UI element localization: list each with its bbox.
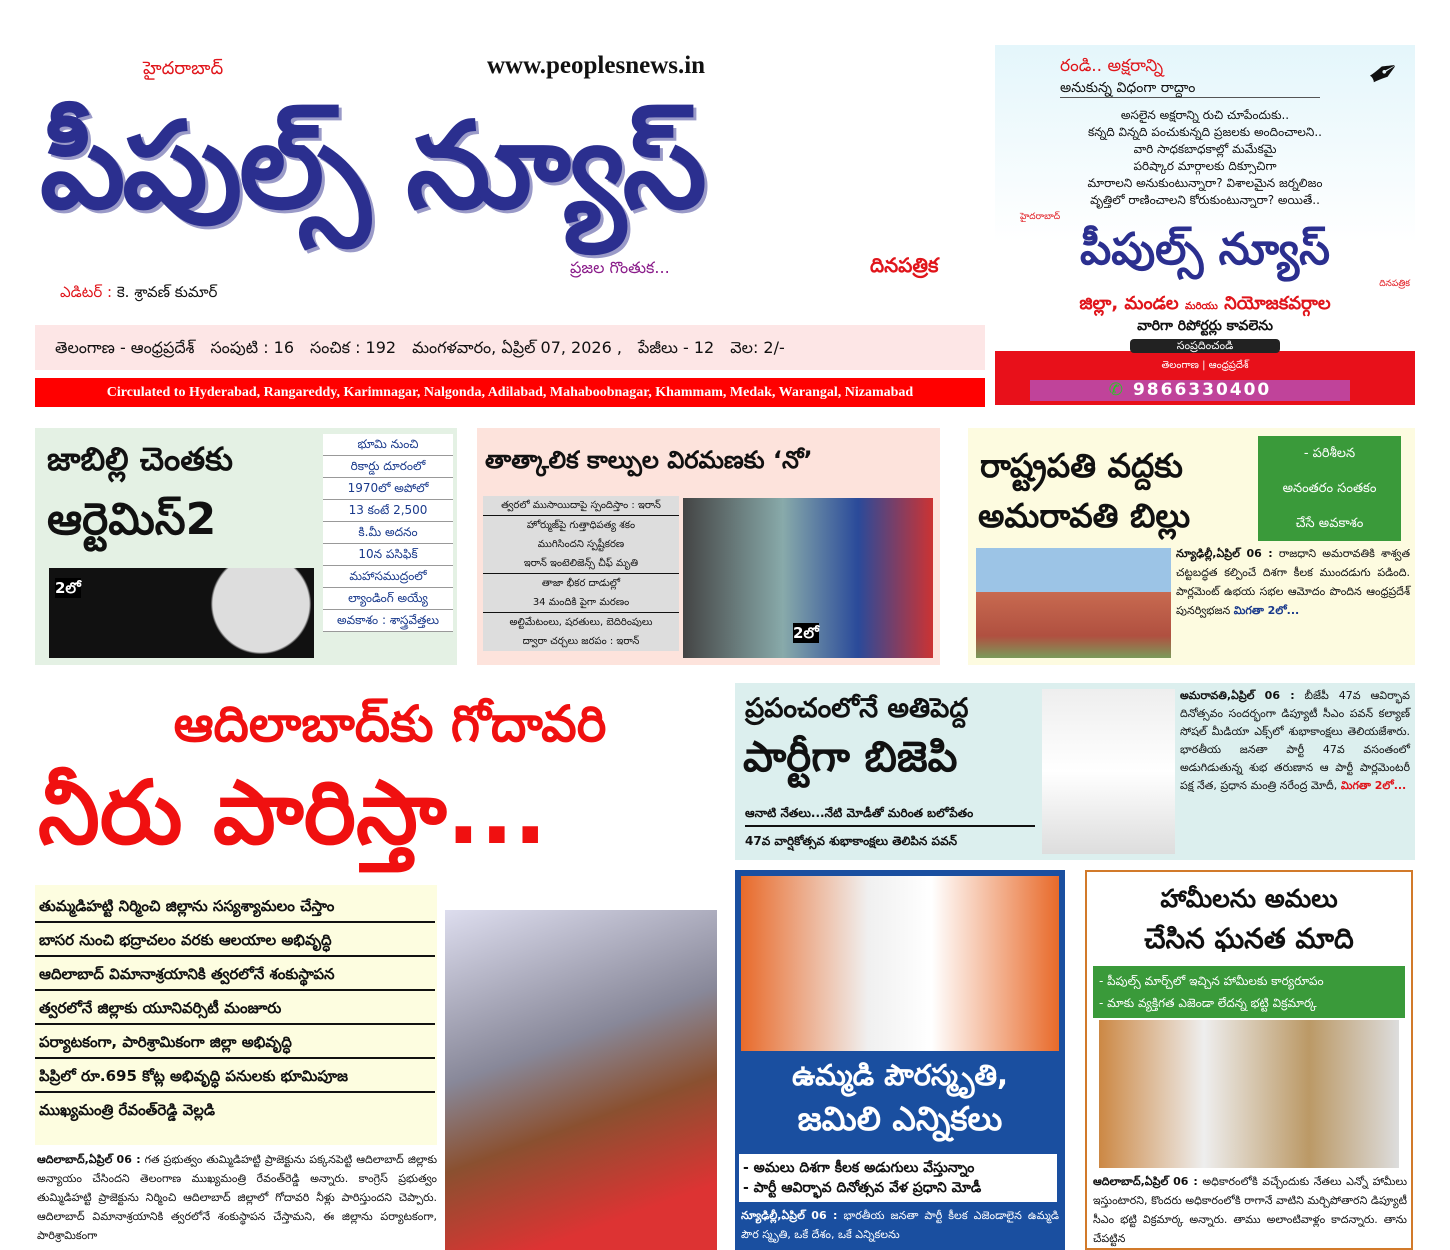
point: - పార్టీ ఆవిర్భావ దినోత్సవ వేళ ప్రధాని మోడీ <box>743 1180 982 1196</box>
side-point: కి.మీ అదనం <box>323 522 453 544</box>
bjp-body <box>1180 687 1410 795</box>
editor-credit <box>60 282 540 302</box>
bjp-headline2: పార్టీగా బిజెపి <box>743 732 958 781</box>
amaravati-tags <box>1258 436 1401 541</box>
amaravati-headline2: అమరావతి బిల్లు <box>978 496 1191 535</box>
editor-name: కె. శ్రావణ్ కుమార్ <box>116 283 218 301</box>
page-ref: 2లో <box>793 624 819 642</box>
story-point: ముఖ్యమంత్రి రేవంత్‌రెడ్డి వెల్లడి <box>39 1101 215 1119</box>
tag: అనంతరం సంతకం <box>1282 481 1377 496</box>
iran-point: ఇరాన్ ఇంటెలిజెన్స్ చీఫ్ మృతి <box>483 554 679 574</box>
bjp-headline1: ప్రపంచంలోనే అతిపెద్ద <box>745 693 969 724</box>
side-point: భూమి నుంచి <box>323 434 453 456</box>
tag: చేసే అవకాశం <box>1295 516 1364 531</box>
bjp-sub2: 47వ వార్షికోత్సవ శుభాకాంక్షలు తెలిపిన పవన్ <box>745 834 958 848</box>
leaders-photo <box>683 498 933 658</box>
iran-point: తాజా భీకర దాడుల్లో <box>541 578 621 589</box>
story-point: పర్యాటకంగా, పారిశ్రామికంగా జిల్లా అభివృద్ధి <box>35 1025 435 1059</box>
continued-link[interactable]: మిగతా 2లో... <box>1233 604 1300 617</box>
amaravati-story[interactable] <box>968 428 1415 665</box>
circulation-bar: Circulated to Hyderabad, Rangareddy, Karimnagar, Nalgonda, Adilabad, Mahaboobnagar, Khammam, Medak, Warangal, Nizamabad <box>35 378 985 407</box>
iran-point: త్వరలో ముసాయిదాపై స్పందిస్తాం : ఇరాన్ <box>483 496 679 516</box>
dateline: న్యూఢిల్లీ,ఏప్రిల్ 06 : <box>741 1209 838 1222</box>
ad-head2: అనుకున్న విధంగా రాద్దాం <box>1060 79 1320 98</box>
website-url: www.peoplesnews.in <box>487 52 706 79</box>
story-point: బాసర నుంచి భద్రాచలం వరకు ఆలయాల అభివృద్ధి <box>35 923 435 957</box>
daily-label: దినపత్రిక <box>870 253 939 277</box>
reporter-ad[interactable] <box>995 45 1415 405</box>
ad-states: తెలంగాణ | ఆంధ్రప్రదేశ్ <box>1161 360 1249 371</box>
bjp-sub1: ఆనాటి నేతలు...నేటి మోడీతో మరింత బలోపేతం <box>745 805 1035 827</box>
body-text: భారతీయ జనతా పార్టీ కీలక ఎజెండాలైన ఉమ్మడి పౌర స్మృతి, ఒకే దేశం, ఒకే ఎన్నికలను <box>741 1209 1059 1241</box>
ad-head1: రండి.. అక్షరాన్ని <box>1060 56 1164 76</box>
bhatti-headline2: చేసిన ఘనత మాది <box>1144 922 1354 955</box>
date-bar <box>35 325 985 370</box>
modi-headline1: ఉమ్మడి పౌరస్మృతి, <box>791 1058 1009 1092</box>
region: తెలంగాణ - ఆంధ్రప్రదేశ్ <box>55 337 195 357</box>
bhatti-body <box>1093 1172 1407 1248</box>
ad-line1b: మరియు <box>1184 301 1218 312</box>
moon-image <box>49 568 314 658</box>
point: - అమలు దిశగా కీలక అడుగులు వేస్తున్నాం <box>743 1160 975 1176</box>
tag: - పరిశీలన <box>1303 446 1356 461</box>
side-point: అవకాశం : శాస్త్రవేత్తలు <box>323 610 453 632</box>
volume: సంపుటి : 16 <box>210 337 295 357</box>
story-point: త్వరలోనే జిల్లాకు యూనివర్సిటీ మంజూరు <box>35 991 435 1025</box>
iran-point: ముగిసిందని స్పష్టీకరణ <box>537 539 625 550</box>
ad-daily: దినపత్రిక <box>1379 279 1410 289</box>
page-ref: 2లో <box>55 579 81 597</box>
price: వెల: 2/- <box>730 337 785 357</box>
issue: సంచిక : 192 <box>310 337 397 357</box>
amaravati-body <box>1176 544 1410 620</box>
dateline: ఆదిలాబాద్,ఏప్రిల్ 06 : <box>37 1153 141 1166</box>
ad-line1c: నియోజకవర్గాల <box>1224 293 1331 314</box>
ad-line: అసలైన అక్షరాన్ని రుచి చూపేందుకు.. <box>1120 108 1290 122</box>
pen-icon: ✒ <box>1359 45 1409 101</box>
side-point: 13 కంటే 2,500 <box>323 500 453 522</box>
modi-body <box>741 1206 1059 1244</box>
modi-story[interactable] <box>735 870 1065 1250</box>
bhatti-headline1: హామీలను అమలు <box>1160 884 1338 913</box>
body-text: అధికారంలోకి వచ్చేందుకు నేతలు ఎన్నో హామీలు ఇస్తుంటారని, కొందరు అధికారంలోకి రాగానే వాటిని మర్చిపోతారని డిప్యూటీ సీఎం భట్టి విక్రమార్క అన్నారు. తాము అలాంటివాళ్లం కాదన్నారు. తాను చేపట్టిన <box>1093 1175 1408 1245</box>
body-text: రాజధాని అమరావతికి శాశ్వత చట్టబద్ధత కల్పించే దిశగా కీలక ముందడుగు పడింది. పార్లమెంట్ ఉభయ సభల ఆమోదం పొందిన ఆంధ్రప్రదేశ్ పునర్విభజన <box>1176 547 1411 617</box>
side-point: ల్యాండింగ్ అయ్యే <box>323 588 453 610</box>
main-body <box>37 1150 437 1245</box>
iran-point: 34 మందికి పైగా మరణం <box>483 593 679 613</box>
ad-line: వారి సాధకబాధకాల్లో మమేకమై <box>1133 142 1277 156</box>
ad-logo: పీపుల్స్ న్యూస్ <box>1079 224 1330 275</box>
side-point: రికార్డు దూరంలో <box>323 456 453 478</box>
main-headline2: నీరు పారిస్తా... <box>38 761 547 864</box>
body-text: బీజేపీ 47వ ఆవిర్భావ దినోత్సవం సందర్భంగా డిప్యూటీ సీఎం పవన్ కల్యాణ్ సోషల్ మీడియా ఎక్స్‌లో శుభాకాంక్షలు తెలియజేశారు. భారతీయ జనతా పార్టీ 47వ వసంతంలో అడుగిడుతున్న శుభ తరుణాన ఆ పార్టీ పార్లమెంటరీ పక్ష నేత, ప్రధాన మంత్రి నరేంద్ర మోదీ, <box>1180 689 1411 792</box>
iran-story[interactable] <box>477 428 940 665</box>
artemis-headline2: ఆర్టెమిస్2 <box>47 494 217 545</box>
bhatti-points <box>1093 966 1405 1018</box>
ad-phone[interactable] <box>1030 380 1350 401</box>
masthead-city: హైదరాబాద్ <box>143 58 224 79</box>
continued-link[interactable]: మిగతా 2లో... <box>1340 779 1407 792</box>
iran-points <box>483 496 679 651</box>
ad-phone-number: 9866330400 <box>1132 380 1272 400</box>
iran-point: హోర్ముజ్‌పై గుత్తాధిపత్య శకం <box>526 520 636 531</box>
main-story-points <box>35 885 437 1145</box>
iran-headline: తాత్కాలిక కాల్పుల విరమణకు ‘నో’ <box>485 446 813 474</box>
side-point: 10న పసిఫిక్ <box>323 544 453 566</box>
artemis-headline1: జాబిల్లి చెంతకు <box>47 440 233 478</box>
story-point: తుమ్మడిహట్టి నిర్మించి జిల్లాను సస్యశ్యామలం చేస్తాం <box>35 889 435 923</box>
revanth-reddy-photo <box>445 910 717 1250</box>
iran-point: ద్వారా చర్చలు జరపం : ఇరాన్ <box>522 636 640 647</box>
rashtrapati-bhavan-image <box>976 548 1171 658</box>
ad-line: కన్నది విన్నది పంచుకున్నది ప్రజలకు అందించాలని.. <box>1087 125 1322 139</box>
dateline: న్యూఢిల్లీ,ఏప్రిల్ 06 : <box>1176 547 1273 560</box>
ad-contact: సంప్రదించండి <box>1130 339 1280 353</box>
modi-headline2: జమిలి ఎన్నికలు <box>797 1099 1003 1138</box>
amaravati-headline1: రాష్ట్రపతి వద్దకు <box>980 446 1183 485</box>
point: - మాకు వ్యక్తిగత ఎజెండా లేదన్న భట్టి విక్రమార్క <box>1099 996 1317 1010</box>
newspaper-logo: పీపుల్స్ న్యూస్ <box>40 97 704 236</box>
point: - పీపుల్స్ మార్చ్‌లో ఇచ్చిన హామీలకు కార్యరూపం <box>1099 974 1324 988</box>
date: మంగళవారం, ఏప్రిల్ 07, 2026 , <box>412 337 622 357</box>
dateline: ఆదిలాబాద్,ఏప్రిల్ 06 : <box>1093 1175 1198 1188</box>
ad-line: వృత్తిలో రాణించాలని కోరుకుంటున్నారా? అయితే.. <box>1090 193 1320 207</box>
artemis-story[interactable] <box>35 428 457 665</box>
pawan-kalyan-photo <box>1042 689 1175 854</box>
editor-label: ఎడిటర్ : <box>60 283 113 301</box>
iran-point: అల్టిమేటంలు, షరతులు, బెదిరింపులు <box>509 617 653 628</box>
ad-city: హైదరాబాద్ <box>1020 212 1061 222</box>
pages: పేజీలు - 12 <box>637 337 715 357</box>
bhatti-story[interactable] <box>1085 870 1413 1250</box>
bjp-story[interactable] <box>735 683 1415 860</box>
modi-photo <box>741 876 1059 1051</box>
story-point: ఆదిలాబాద్ విమానాశ్రయానికి త్వరలోనే శంకుస్థాపన <box>35 957 435 991</box>
body-text: గత ప్రభుత్వం తుమ్మిడిహట్టి ప్రాజెక్టును పక్కనపెట్టి ఆదిలాబాద్ జిల్లాకు అన్యాయం చేసిందని తెలంగాణ ముఖ్యమంత్రి రేవంత్‌రెడ్డి అన్నారు. కాంగ్రెస్ ప్రభుత్వం తుమ్మిడిహట్టి ప్రాజెక్టును నిర్మించి ఆదిలాబాద్ జిల్లాలో గోదావరి నీళ్లు పారిస్తుందని చెప్పారు. ఆదిలాబాద్ విమానాశ్రయానికి త్వరలోనే శంకుస్థాపన చేస్తామని, ఈ జిల్లాను పర్యాటకంగా, పారిశ్రామికంగా <box>37 1153 437 1242</box>
artemis-sidebar <box>323 434 453 632</box>
side-point: 1970లో అపోలో <box>323 478 453 500</box>
modi-points <box>739 1154 1057 1202</box>
main-headline1: ఆదిలాబాద్‌కు గోదావరి <box>173 695 607 753</box>
tagline: ప్రజల గొంతుక... <box>570 258 670 277</box>
ad-line1a: జిల్లా, మండల <box>1079 293 1179 314</box>
side-point: మహాసముద్రంలో <box>323 566 453 588</box>
ad-line: మారాలని అనుకుంటున్నారా? విశాలమైన జర్నలిజం <box>1087 176 1323 190</box>
story-point: పిప్రిలో రూ.695 కోట్ల అభివృద్ధి పనులకు భూమిపూజ <box>35 1059 435 1093</box>
bhatti-photo <box>1099 1020 1399 1168</box>
ad-line: పరిష్కార మార్గాలకు దిక్సూచిగా <box>1133 159 1277 173</box>
dateline: అమరావతి,ఏప్రిల్ 06 : <box>1180 689 1295 702</box>
phone-icon: ✆ <box>1108 380 1125 400</box>
ad-line2: వారిగా రిపోర్టర్లు కావలెను <box>1137 318 1273 334</box>
